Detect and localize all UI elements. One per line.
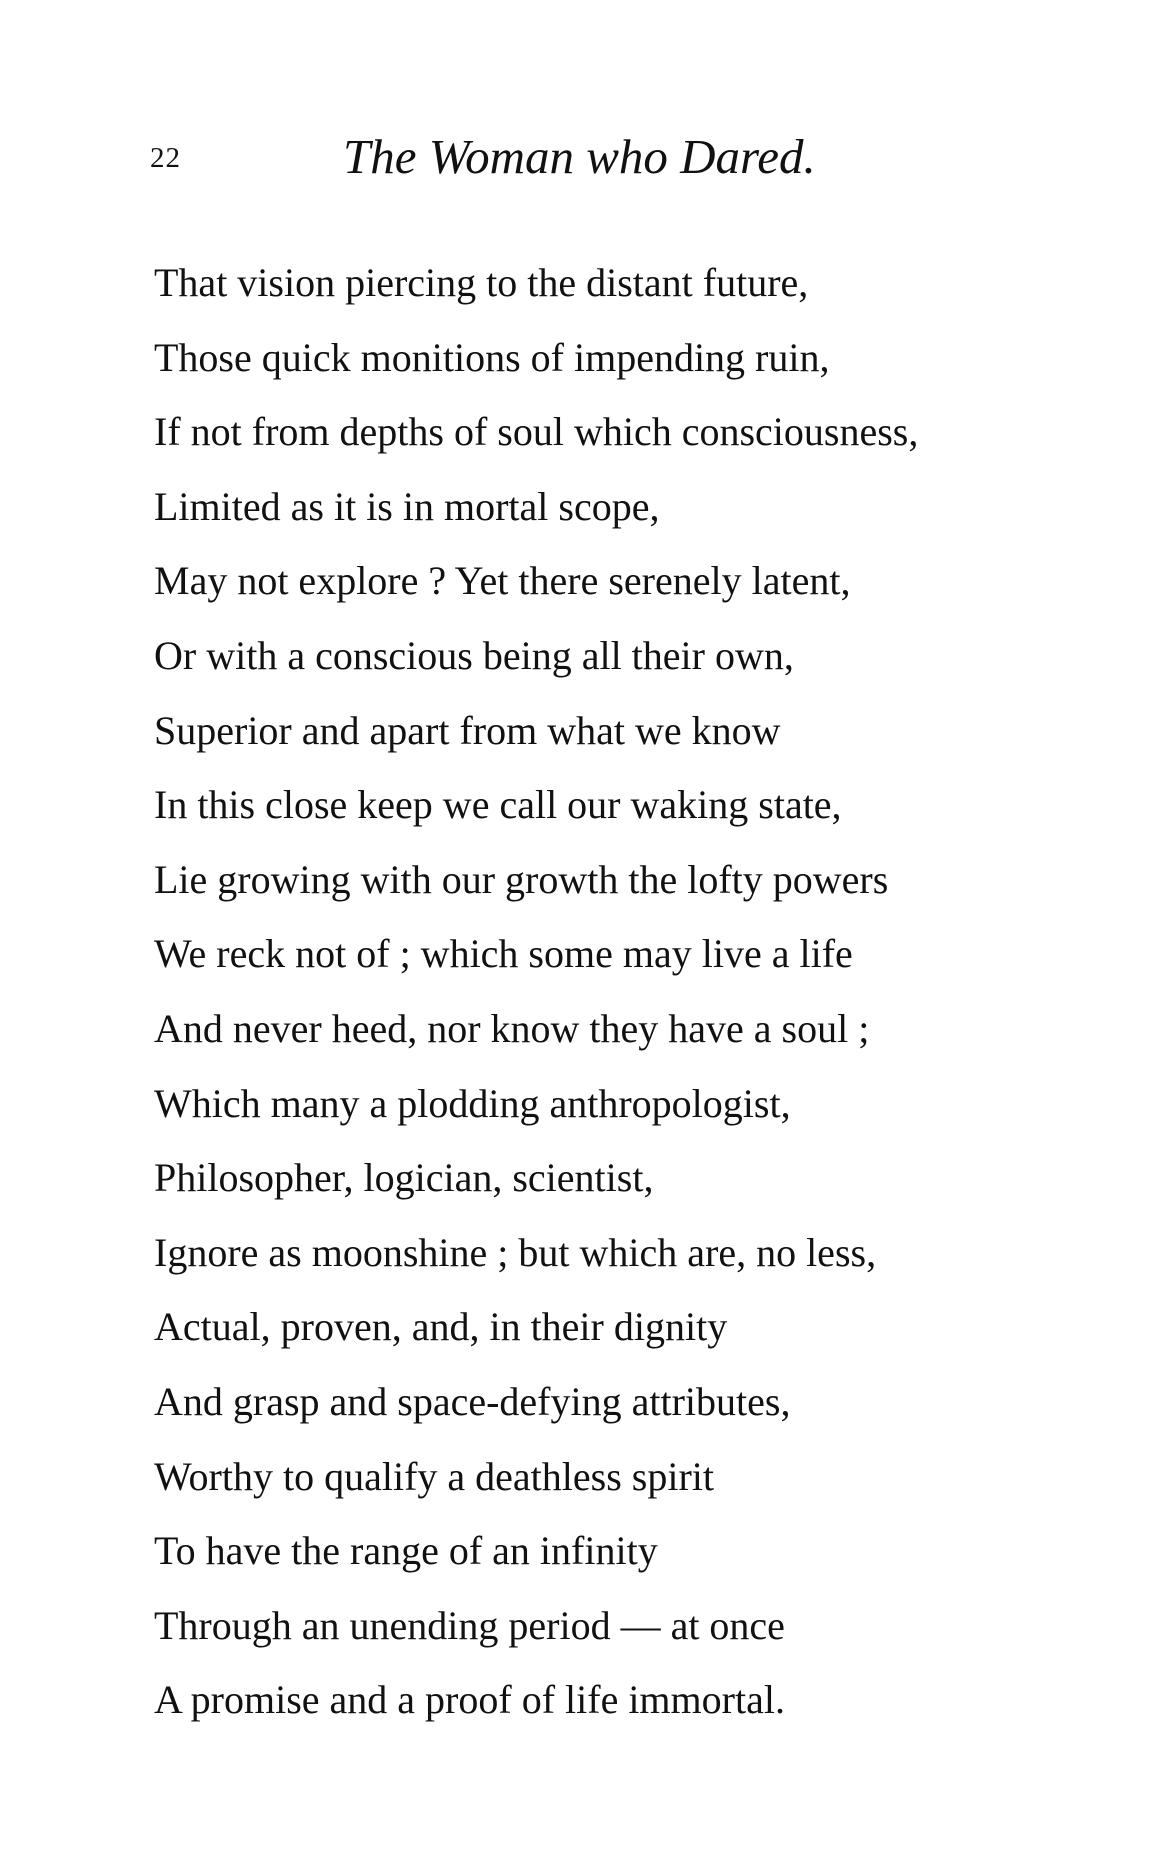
verse-line: In this close keep we call our waking state, — [154, 782, 842, 828]
verse-line: To have the range of an infinity — [154, 1528, 658, 1574]
running-head — [150, 128, 970, 188]
verse-line: A promise and a proof of life immortal. — [154, 1677, 785, 1723]
verse-line: And never heed, nor know they have a soul ; — [154, 1005, 870, 1051]
verse-line: Lie growing with our growth the lofty powers — [154, 856, 889, 902]
verse-line: Superior and apart from what we know — [154, 707, 781, 753]
verse-line: And grasp and space-defying attributes, — [154, 1378, 791, 1424]
verse-line: Philosopher, logician, scientist, — [154, 1155, 654, 1201]
verse-line: Those quick monitions of impending ruin, — [154, 334, 830, 380]
verse-line: Limited as it is in mortal scope, — [154, 483, 660, 529]
verse-line: If not from depths of soul which consciousness, — [154, 409, 919, 455]
poem-text — [154, 246, 1094, 1738]
verse-line: Ignore as moonshine ; but which are, no less, — [154, 1229, 877, 1275]
verse-line: May not explore ? Yet there serenely latent, — [154, 558, 851, 604]
page-number: 22 — [150, 142, 181, 174]
verse-line: Actual, proven, and, in their dignity — [154, 1304, 728, 1350]
verse-line: We reck not of ; which some may live a life — [154, 931, 853, 977]
running-title: The Woman who Dared. — [343, 129, 816, 184]
verse-line: Worthy to qualify a deathless spirit — [154, 1453, 714, 1499]
verse-line: Or with a conscious being all their own, — [154, 632, 794, 678]
verse-line: Which many a plodding anthropologist, — [154, 1080, 791, 1126]
verse-line: Through an unending period — at once — [154, 1602, 785, 1648]
verse-line: That vision piercing to the distant future, — [154, 260, 809, 305]
